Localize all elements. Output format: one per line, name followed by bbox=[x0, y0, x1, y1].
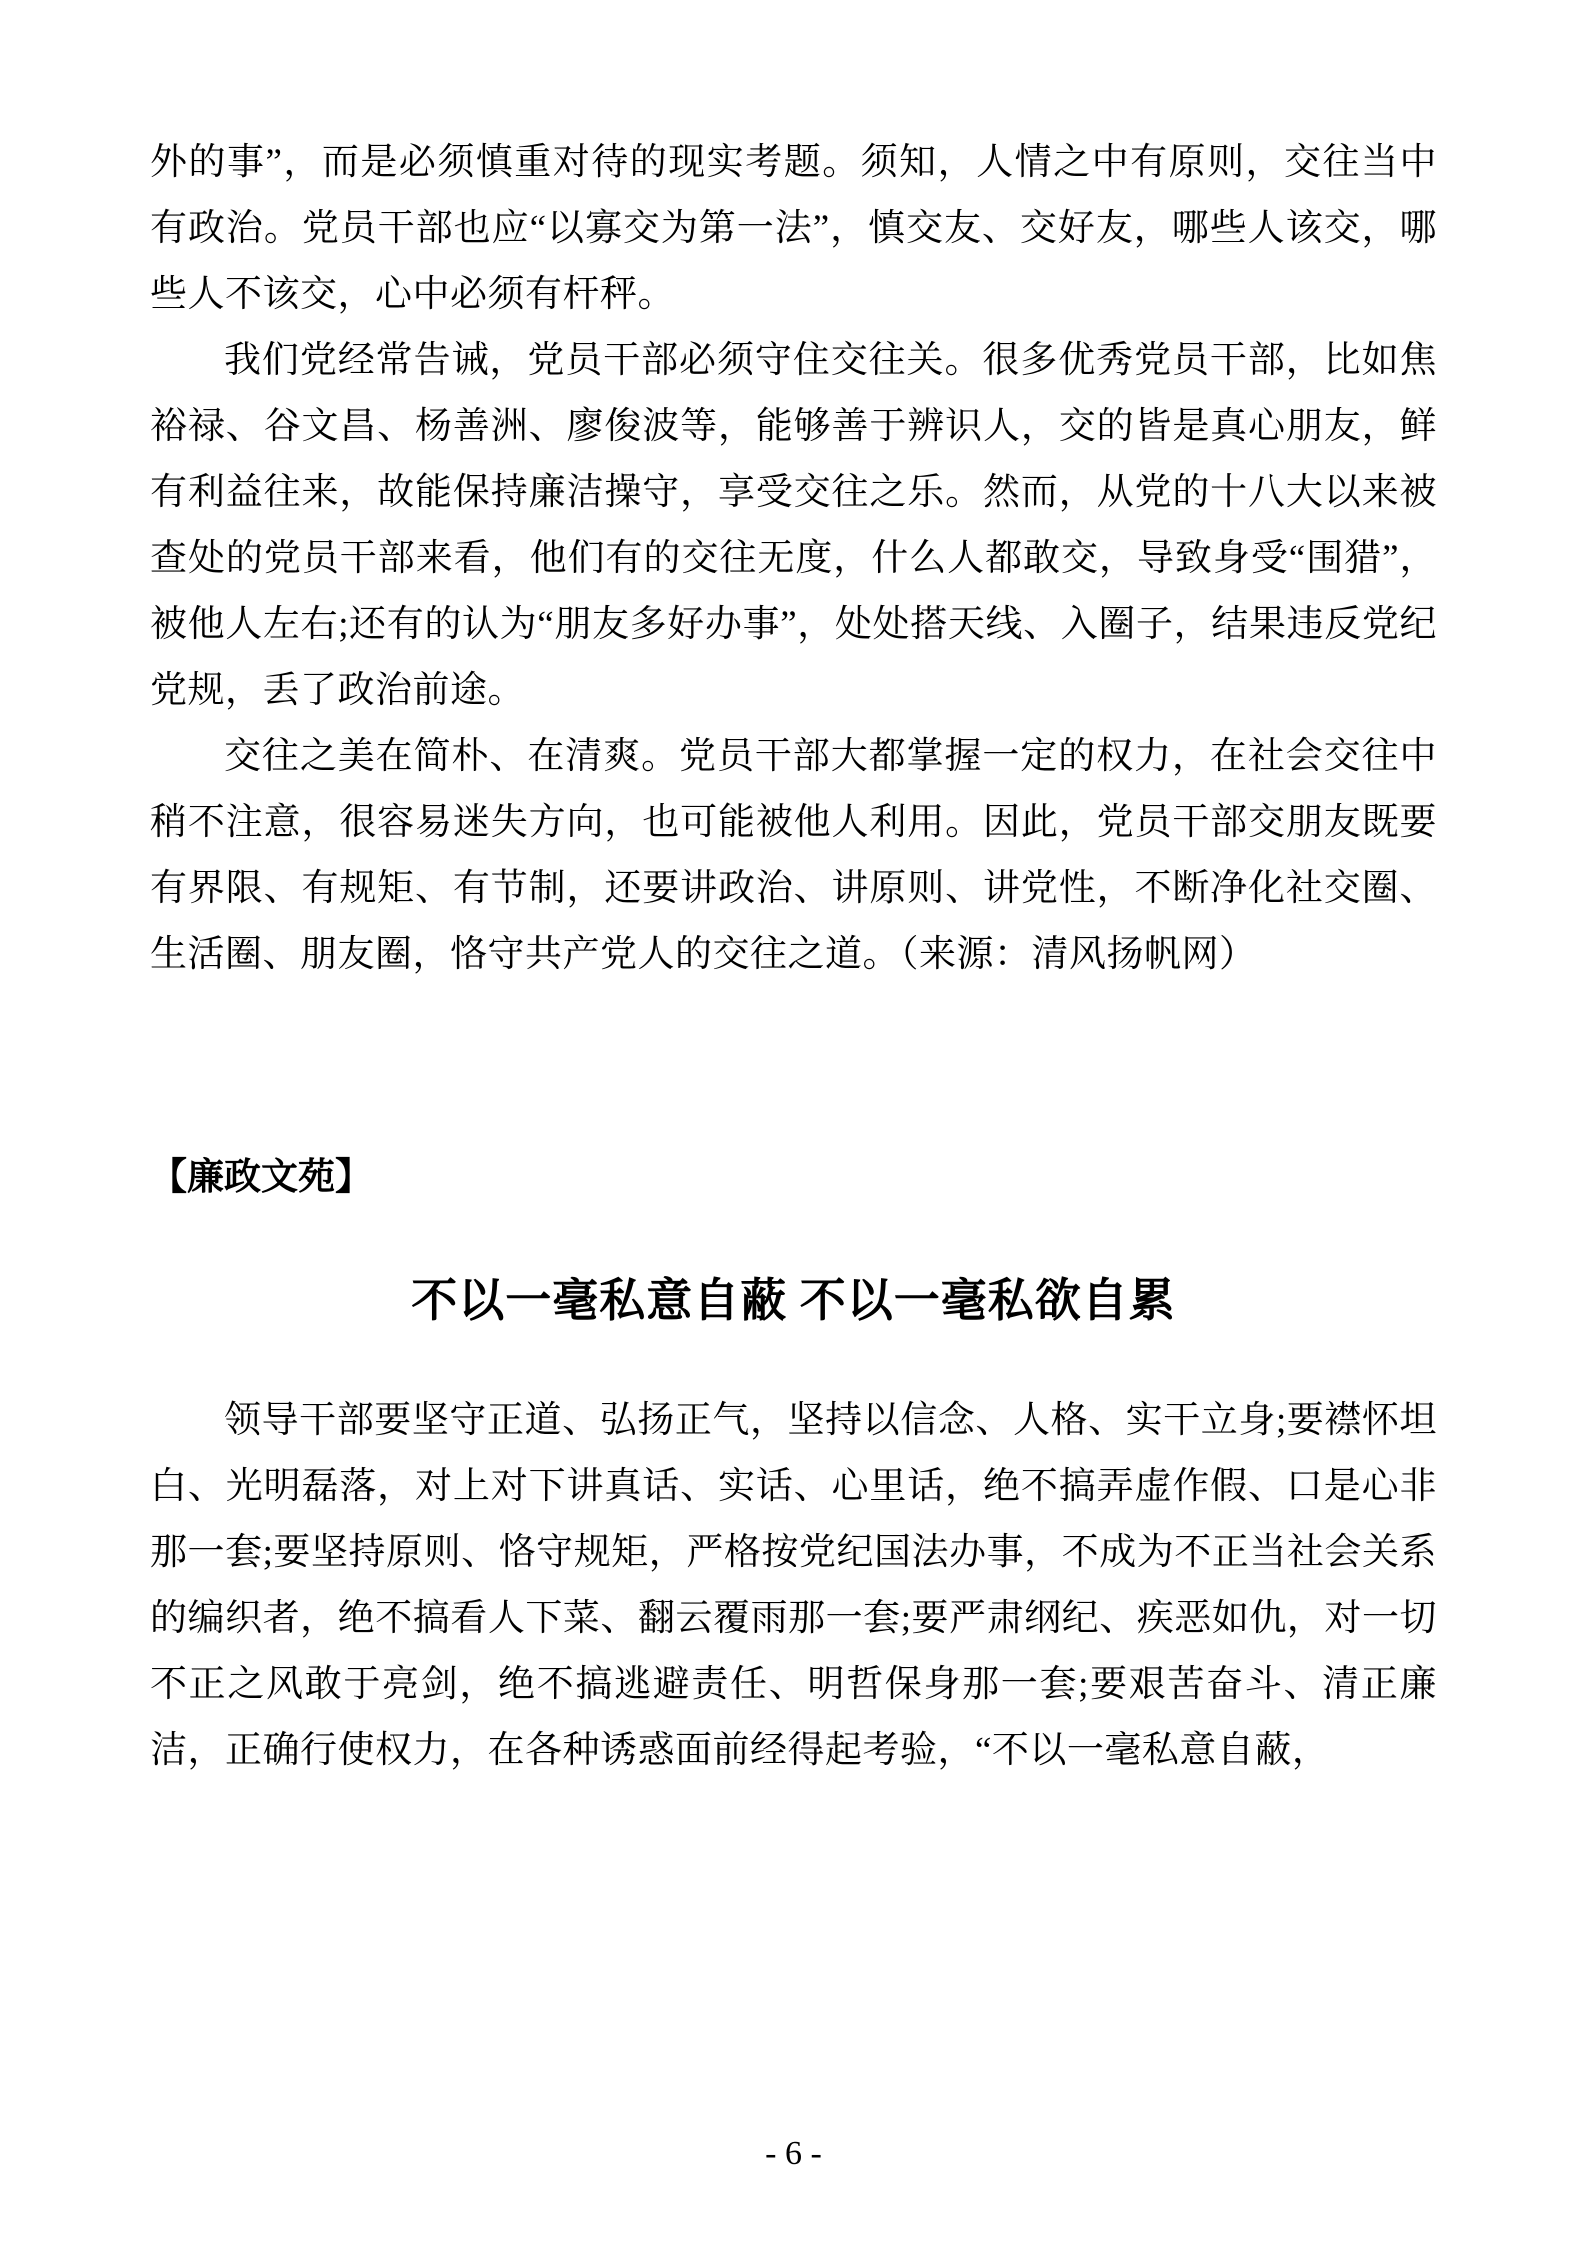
paragraph: 交往之美在简朴、在清爽。党员干部大都掌握一定的权力，在社会交往中稍不注意，很容易迷失方向，也可能被他人利用。因此，党员干部交朋友既要有界限、有规矩、有节制，还要讲政治、讲原则、讲党性，不断净化社交圈、生活圈、朋友圈，恪守共产党人的交往之道。（来源：清风扬帆网） bbox=[150, 736, 1437, 975]
section-tag: 【廉政文苑】 bbox=[150, 1157, 372, 1198]
paragraph: 外的事”，而是必须慎重对待的现实考题。须知，人情之中有原则，交往当中有政治。党员干部也应“以寡交为第一法”，慎交友、交好友，哪些人该交，哪些人不该交，心中必须有杆秤。 bbox=[150, 142, 1437, 315]
paragraph: 我们党经常告诫，党员干部必须守住交往关。很多优秀党员干部，比如焦裕禄、谷文昌、杨善洲、廖俊波等，能够善于辨识人，交的皆是真心朋友，鲜有利益往来，故能保持廉洁操守，享受交往之乐。然而，从党的十八大以来被查处的党员干部来看，他们有的交往无度，什么人都敢交，导致身受“围猎”，被他人左右;还有的认为“朋友多好办事”，处处搭天线、入圈子，结果违反党纪党规，丢了政治前途。 bbox=[150, 340, 1437, 711]
page-number: - 6 - bbox=[765, 2135, 822, 2172]
paragraph: 领导干部要坚守正道、弘扬正气，坚持以信念、人格、实干立身;要襟怀坦白、光明磊落，对上对下讲真话、实话、心里话，绝不搞弄虚作假、口是心非那一套;要坚持原则、恪守规矩，严格按党纪国法办事，不成为不正当社会关系的编织者，绝不搞看人下菜、翻云覆雨那一套;要严肃纲纪、疾恶如仇，对一切不正之风敢于亮剑，绝不搞逃避责任、明哲保身那一套;要艰苦奋斗、清正廉洁，正确行使权力，在各种诱惑面前经得起考验，“不以一毫私意自蔽， bbox=[150, 1400, 1437, 1771]
article-body bbox=[150, 1388, 1437, 1784]
continued-article-body bbox=[150, 130, 1437, 988]
article-title: 不以一毫私意自蔽 不以一毫私欲自累 bbox=[411, 1275, 1176, 1326]
section-spacer bbox=[150, 988, 1437, 1138]
